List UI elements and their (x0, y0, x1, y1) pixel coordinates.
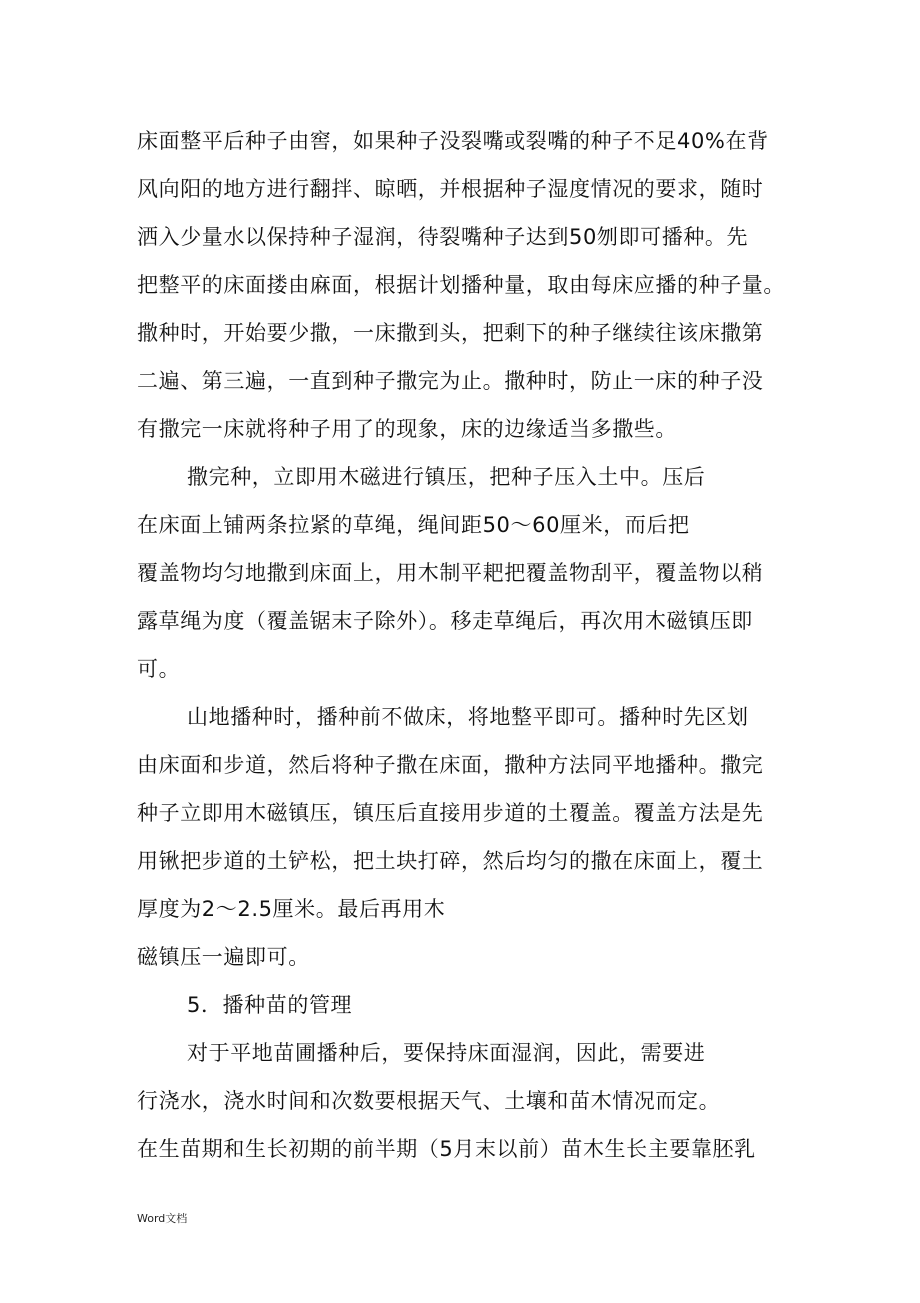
section-heading: 5．播种苗的管理 (187, 993, 353, 1017)
text-line: 行浇水，浇水时间和次数要根据天气、土壤和苗木情况而定。 (137, 1089, 721, 1113)
text-line: 二遍、第三遍，一直到种子撒完为止。撒种时，防止一床的种子没 (137, 369, 764, 393)
text-line: 在生苗期和生长初期的前半期（5月末以前）苗木生长主要靠胚乳 (137, 1137, 756, 1161)
text-line: 用锹把步道的土铲松，把土块打碎，然后均匀的撒在床面上，覆土 (137, 849, 764, 873)
text-line: 露草绳为度（覆盖锯末子除外）。移走草绳后，再次用木磁镇压即 (137, 609, 753, 633)
text-line: 风向阳的地方进行翻拌、晾晒，并根据种子湿度情况的要求，随时 (137, 177, 764, 201)
text-line: 厚度为2〜2.5厘米。最后再用木 (137, 897, 446, 921)
text-line: 有撒完一床就将种子用了的现象，床的边缘适当多撒些。 (137, 417, 677, 441)
text-line: 由床面和步道，然后将种子撒在床面，撒种方法同平地播种。撒完 (137, 753, 764, 777)
paragraph-first-line: 山地播种时，播种前不做床，将地整平即可。播种时先区划 (187, 705, 749, 729)
page-footer: Word文档 (137, 1212, 188, 1225)
text-line: 撒种时，开始要少撒，一床撒到头，把剩下的种子继续往该床撒第 (137, 321, 764, 345)
text-line: 磁镇压一遍即可。 (137, 945, 310, 969)
text-line: 种子立即用木磁镇压，镇压后直接用步道的土覆盖。覆盖方法是先 (137, 801, 764, 825)
text-line: 洒入少量水以保持种子湿润，待裂嘴种子达到50刎即可播种。先 (137, 225, 749, 249)
text-line: 在床面上铺两条拉紧的草绳，绳间距50〜60厘米，而后把 (137, 513, 690, 537)
text-line: 可。 (137, 657, 181, 681)
text-line: 覆盖物均匀地撒到床面上，用木制平耙把覆盖物刮平，覆盖物以稍 (137, 561, 764, 585)
text-line: 把整平的床面搂由麻面，根据计划播种量，取由每床应播的种子量。 (137, 273, 785, 297)
paragraph-first-line: 撒完种，立即用木磁进行镇压，把种子压入土中。压后 (187, 465, 706, 489)
text-line: 床面整平后种子由窖，如果种子没裂嘴或裂嘴的种子不足40%在背 (137, 129, 769, 153)
paragraph-first-line: 对于平地苗圃播种后，要保持床面湿润，因此，需要进 (187, 1041, 706, 1065)
